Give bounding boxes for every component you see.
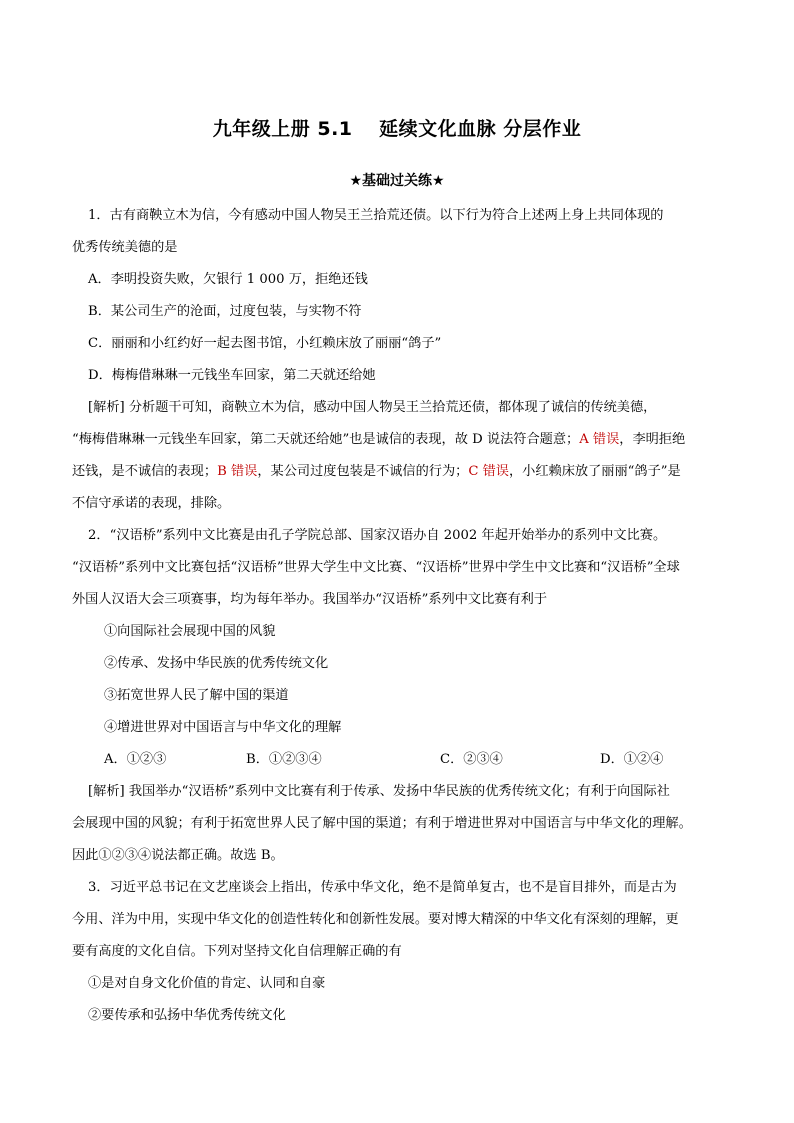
q2-item-4: ④增进世界对中国语言与中华文化的理解 xyxy=(104,720,342,735)
q2-analysis-line2: 会展现中国的风貌；有利于拓宽世界人民了解中国的渠道；有利于增进世界对中国语言与中华文化的理解。 xyxy=(72,816,692,831)
q1-option-c: C．丽丽和小红约好一起去图书馆，小红赖床放了丽丽“鸽子” xyxy=(88,336,442,351)
q1-analysis-line2 xyxy=(72,431,685,449)
q2-analysis-line3: 因此①②③④说法都正确。故选 B。 xyxy=(72,848,284,863)
q1-option-d: D．梅梅借琳琳一元钱坐车回家，第二天就还给她 xyxy=(88,368,376,383)
q1-stem-line1: 1．古有商鞅立木为信，今有感动中国人物吴王兰拾荒还债。以下行为符合上述两上身上共同体现的 xyxy=(88,208,664,223)
q3-stem-line1: 3．习近平总书记在文艺座谈会上指出，传承中华文化，绝不是简单复古，也不是盲目排外，而是古为 xyxy=(88,880,677,895)
q2-option-a: A．①②③ xyxy=(104,752,167,767)
q2-item-3: ③拓宽世界人民了解中国的渠道 xyxy=(104,688,289,703)
q1-analysis-line3 xyxy=(72,463,681,481)
q1-wrong-option-a: A 错误 xyxy=(579,432,620,447)
page-title: 九年级上册 5.1 延续文化血脉 分层作业 xyxy=(212,118,582,140)
q2-analysis-line1: [解析] 我国举办“汉语桥”系列中文比赛有利于传承、发扬中华民族的优秀传统文化；有利于向国际社 xyxy=(88,784,670,799)
q2-option-c: C．②③④ xyxy=(440,752,503,767)
q1-option-b: B．某公司生产的沧面，过度包装，与实物不符 xyxy=(88,304,362,319)
q1-analysis-text: ，李明拒绝 xyxy=(619,432,686,447)
q1-option-a: A．李明投资失败，欠银行 1 000 万，拒绝还钱 xyxy=(88,272,368,287)
section-heading: ★基础过关练★ xyxy=(349,173,445,189)
q1-analysis-text: ，小红赖床放了丽丽“鸽子”是 xyxy=(509,464,681,479)
q2-item-1: ①向国际社会展现中国的风貌 xyxy=(104,624,276,639)
q1-analysis-text: ，某公司过度包装是不诚信的行为； xyxy=(257,464,469,479)
q2-item-2: ②传承、发扬中华民族的优秀传统文化 xyxy=(104,656,329,671)
q1-wrong-option-b: B 错误 xyxy=(217,464,258,479)
q2-option-d: D．①②④ xyxy=(600,752,664,767)
q1-stem-line2: 优秀传统美德的是 xyxy=(72,240,178,255)
q2-stem-line1: 2．“汉语桥”系列中文比赛是由孔子学院总部、国家汉语办自 2002 年起开始举办的系列中文比赛。 xyxy=(88,528,667,543)
q1-analysis-line1: [解析] 分析题干可知，商鞅立木为信，感动中国人物吴王兰拾荒还债，都体现了诚信的传统美德， xyxy=(88,400,657,415)
q2-stem-line2: “汉语桥”系列中文比赛包括“汉语桥”世界大学生中文比赛、“汉语桥”世界中学生中文比赛和“汉语桥”全球 xyxy=(72,560,680,575)
q1-analysis-line4: 不信守承诺的表现，排除。 xyxy=(72,496,231,511)
q2-stem-line3: 外国人汉语大会三项赛事，均为每年举办。我国举办“汉语桥”系列中文比赛有利于 xyxy=(72,592,548,607)
q3-item-1: ①是对自身文化价值的肯定、认同和自豪 xyxy=(88,976,326,991)
q1-analysis-text: “梅梅借琳琳一元钱坐车回家，第二天就还给她”也是诚信的表现，故 D 说法符合题意； xyxy=(72,432,580,447)
q3-item-2: ②要传承和弘扬中华优秀传统文化 xyxy=(88,1008,286,1023)
q3-stem-line2: 今用、洋为中用，实现中华文化的创造性转化和创新性发展。要对博大精深的中华文化有深刻的理解，更 xyxy=(72,912,679,927)
q3-stem-line3: 要有高度的文化自信。下列对坚持文化自信理解正确的有 xyxy=(72,944,402,959)
q1-wrong-option-c: C 错误 xyxy=(468,464,509,479)
q2-option-b: B．①②③④ xyxy=(246,752,322,767)
q1-analysis-text: 还钱，是不诚信的表现； xyxy=(72,464,218,479)
